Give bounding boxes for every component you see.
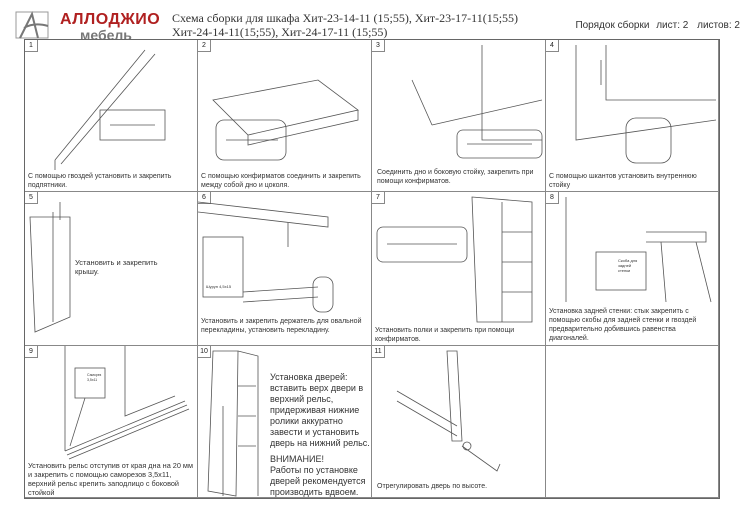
callout-label: Скоба для задней стенки [618,258,638,273]
step-caption: С помощью конфирматов соединить и закрепить между собой дно и цоколя. [201,173,361,189]
title-line-1: Схема сборки для шкафа Хит-23-14-11 (15;55), Хит-23-17-11(15;55) [172,11,519,25]
step-number: 3 [372,40,385,52]
empty-cell [546,346,719,498]
step-11 [372,346,546,498]
title-line-2: Хит-24-14-11(15;55), Хит-24-17-11 (15;55) [172,25,388,39]
step-caption: С помощью гвоздей установить и закрепить подпятники. [28,173,172,189]
step-caption: Соединить дно и боковую стойку, закрепить при помощи конфирматов. [377,169,534,185]
callout-label: Шуруп 4,5х15 [206,284,232,289]
step-caption: Установить и закрепить держатель для овальной перекладины, установить перекладину. [201,318,362,334]
step-number: 8 [546,192,559,204]
step-10 [198,346,372,498]
warning-title: ВНИМАНИЕ! [270,454,324,464]
step-number: 9 [25,346,38,358]
step-number: 1 [25,40,38,52]
step-number: 2 [198,40,211,52]
step-1 [25,40,198,192]
step-number: 10 [198,346,211,358]
step-illustration-icon [25,40,198,192]
step-caption: Отрегулировать дверь по высоте. [377,483,488,490]
brand-sub: мебель [80,27,132,43]
step-9 [25,346,198,498]
step-caption: Установка дверей: вставить верх двери в верхний рельс, придерживая нижние ролики аккуратно завести и установить дверь на нижний рельс. [270,372,370,448]
step-illustration-icon [546,40,719,192]
step-illustration-icon [372,192,546,346]
step-illustration-icon [198,40,372,192]
step-6 [198,192,372,346]
step-number: 5 [25,192,38,204]
step-caption: Установка задней стенки: стык закрепить с помощью скобы для задней стенки и гвоздей предварительно добившись равенства диагоналей. [549,308,697,342]
order-label: Порядок сборки [575,20,650,31]
step-10-text [270,372,370,498]
sheet-info [575,20,740,31]
callout-label: Саморез 3,5х11 [87,373,102,382]
sheet-number: лист: 2 [656,20,689,31]
brand-logo-icon [14,10,54,40]
step-number: 7 [372,192,385,204]
step-number: 4 [546,40,559,52]
step-3 [372,40,546,192]
step-4 [546,40,719,192]
step-2 [198,40,372,192]
page-title [172,11,542,39]
step-7 [372,192,546,346]
sheet-count: листов: 2 [697,20,740,31]
step-number: 6 [198,192,211,204]
steps-grid [24,39,720,499]
warning-text: Работы по установке дверей рекомендуется производить вдвоем. [270,465,366,497]
step-number: 11 [372,346,385,358]
step-illustration-icon [372,346,546,498]
step-caption: Установить полки и закрепить при помощи конфирматов. [375,327,515,343]
step-caption: С помощью шкантов установить внутреннюю стойку [549,173,697,189]
step-caption: Установить и закрепить крышу. [75,258,158,276]
step-5 [25,192,198,346]
brand-name: АЛЛОДЖИО [60,11,161,28]
step-caption: Установить рельс отступив от края дна на 20 мм и закрепить с помощью саморезов 3,5х11, верхний рельс крепить заподлицо с боковой стойкой [28,461,193,497]
step-8 [546,192,719,346]
